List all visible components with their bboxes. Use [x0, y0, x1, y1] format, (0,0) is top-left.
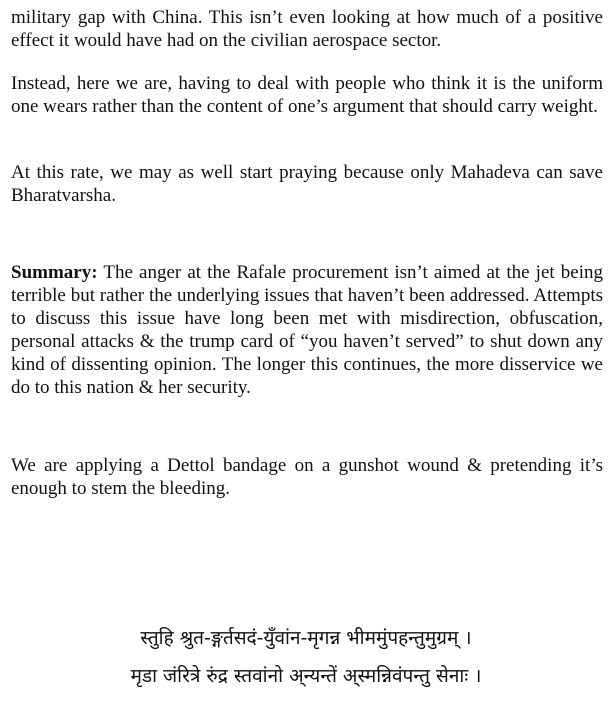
- paragraph-uniform: Instead, here we are, having to deal with people who think it is the uniform one wears rather than the content of one’s argument that should carry weight.: [11, 73, 603, 117]
- summary-text: The anger at the Rafale procurement isn’t aimed at the jet being terrible but rather the underlying issues that haven’t been addressed. Attempts to discuss this issue have long been met with misdirection, obfuscation, personal attacks & the trump card of “you haven’t served” to shut down any kind of dissenting opinion. The longer this continues, the more disservice we do to this nation & her security.: [11, 262, 603, 398]
- summary-paragraph: [11, 261, 603, 399]
- summary-label: Summary:: [11, 262, 98, 283]
- paragraph-military-gap: military gap with China. This isn’t even looking at how much of a positive effect it would have had on the civilian aerospace sector.: [11, 7, 603, 51]
- paragraph-praying: At this rate, we may as well start praying because only Mahadeva can save Bharatvarsha.: [11, 162, 603, 206]
- sanskrit-verse-line-2: मृडा जंरित्रे रुंद्र स्तवांनो अ्न्यन्तें अ्स्मन्निवंपन्तु सेनाः ।: [130, 665, 482, 687]
- sanskrit-verse-line-1: स्तुहि श्रुत-ङ्गर्तसदं-युँवांन-मृगन्न भीममुंपहन्तुमुग्रम् ।: [140, 627, 472, 649]
- paragraph-closing: We are applying a Dettol bandage on a gunshot wound & pretending it’s enough to stem the bleeding.: [11, 455, 603, 499]
